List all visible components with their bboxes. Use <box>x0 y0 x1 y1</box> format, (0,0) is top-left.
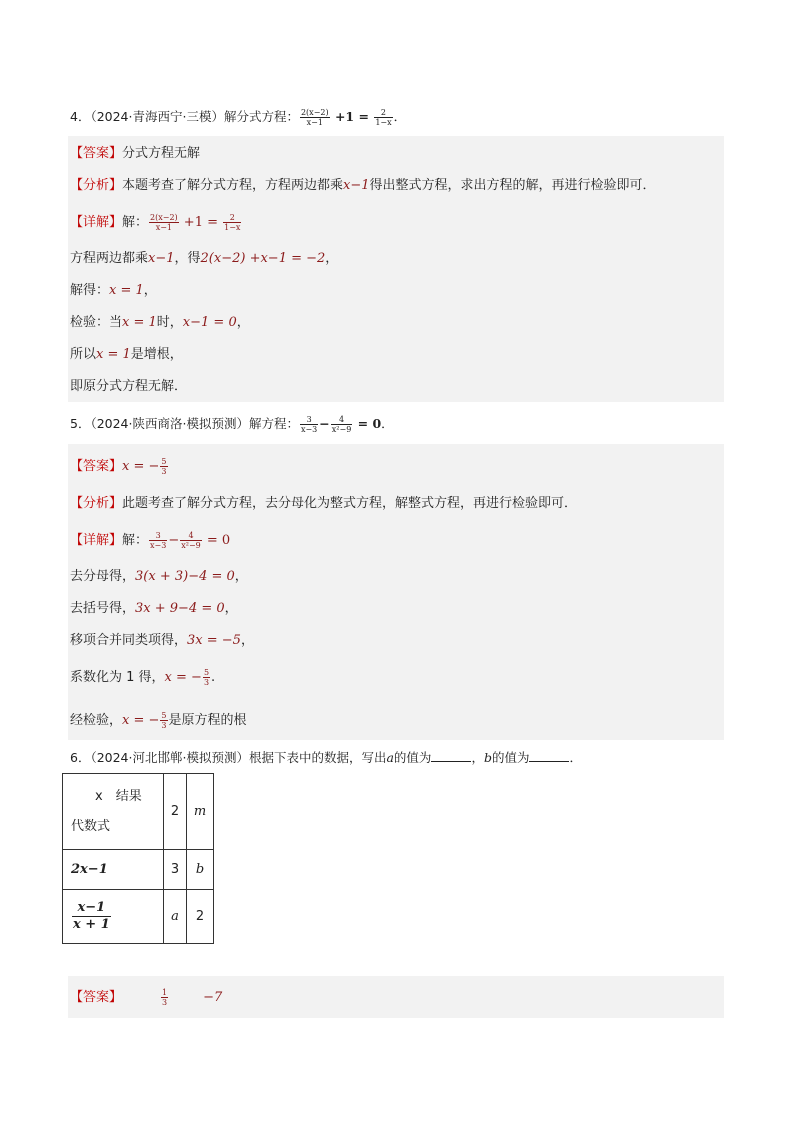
fraction: $\frac{2}{1-x}$ <box>224 213 241 232</box>
step-line: 检验：当x = 1时，x−1 = 0， <box>70 315 250 330</box>
fraction: $\frac{3}{x-3}$ <box>150 531 167 550</box>
fraction: $\frac{2(x-2)}{x-1}$ <box>300 108 329 127</box>
table-cell: a <box>164 890 187 944</box>
answer-line-q6: 【答案】 $\frac{1}{3}$ −7 <box>70 988 223 1007</box>
answer-line-q5: 【答案】x = − $\frac{5}{3}$ <box>70 457 167 476</box>
analysis-tag: 【分析】 <box>70 496 123 511</box>
fraction: $\frac{1}{3}$ <box>162 988 168 1007</box>
question-4-stem: 4．（2024·青海西宁·三模）解分式方程： $\frac{2(x-2)}{x-1}$ +1 = $\frac{2}{1-x}$ ． <box>70 108 407 127</box>
table-cell <box>63 890 164 944</box>
detail-line-q5: 【详解】解： $\frac{3}{x-3}$ − $\frac{4}{\text{x²−9}}$ = 0 <box>70 531 231 550</box>
answer-line-q4: 【答案】分式方程无解 <box>70 146 201 161</box>
fraction: $\frac{4}{\text{x²−9}}$ <box>181 531 201 550</box>
step-line: 经检验，x = − $\frac{5}{3}$ 是原方程的根 <box>70 711 247 730</box>
table-cell: m <box>187 774 214 850</box>
table-cell: 2x−1 <box>63 850 164 890</box>
detail-tag: 【详解】 <box>70 533 123 548</box>
data-table <box>62 773 214 944</box>
question-5-stem: 5．（2024·陕西商洛·模拟预测）解方程： $\frac{3}{x-3}$ − $\frac{4}{\text{x²−9}}$ = 0． <box>70 415 394 434</box>
fraction: $\frac{5}{3}$ <box>203 668 210 687</box>
answer-blank-a[interactable] <box>431 749 471 762</box>
step-line: 移项合并同类项得，3x = −5， <box>70 633 254 648</box>
fraction: $\frac{5}{3}$ <box>161 711 167 730</box>
fraction: $\frac{4}{\text{x²−9}}$ <box>331 415 352 434</box>
answer-tag: 【答案】 <box>70 990 123 1005</box>
diagonal-header-cell <box>63 774 164 850</box>
header-bottom: 代数式 <box>71 818 111 834</box>
answer-tag: 【答案】 <box>70 146 123 161</box>
analysis-tag: 【分析】 <box>70 178 123 193</box>
fraction: $\frac{3}{x-3}$ <box>300 415 318 434</box>
header-top: x 结果 <box>95 788 142 804</box>
step-line: 系数化为 1 得，x = − $\frac{5}{3}$ . <box>70 668 216 687</box>
fraction: $\frac{2}{1-x}$ <box>375 108 392 127</box>
table-cell: 2 <box>187 890 214 944</box>
table-cell: 3 <box>164 850 187 890</box>
step-line: 去分母得，3(x + 3)−4 = 0， <box>70 569 248 584</box>
solution-panel-q5 <box>68 444 724 740</box>
table-cell: b <box>187 850 214 890</box>
analysis-line-q5: 【分析】此题考查了解分式方程，去分母化为整式方程，解整式方程，再进行检验即可． <box>70 496 578 511</box>
step-line: 解得：x = 1， <box>70 283 157 298</box>
step-line: 即原分式方程无解． <box>70 379 188 394</box>
question-6-stem: 6．（2024·河北邯郸·模拟预测）根据下表中的数据，写出a的值为 ，b的值为 ． <box>70 750 582 765</box>
table-row <box>63 850 214 890</box>
table-row <box>63 774 214 850</box>
step-line: 所以x = 1是增根， <box>70 347 183 362</box>
answer-blank-b[interactable] <box>529 749 569 762</box>
fraction: $\frac{5}{3}$ <box>161 457 167 476</box>
table-cell: 2 <box>164 774 187 850</box>
detail-line-q4: 【详解】解： $\frac{2(x-2)}{x-1}$ +1 = $\frac{2}{1-x}$ <box>70 213 241 232</box>
detail-tag: 【详解】 <box>70 215 123 230</box>
analysis-line-q4: 【分析】本题考查了解分式方程，方程两边都乘x−1得出整式方程，求出方程的解，再进行检验即可． <box>70 178 656 193</box>
fraction: $\frac{2(x-2)}{x-1}$ <box>150 213 178 232</box>
step-line: 方程两边都乘x−1，得2(x−2) +x−1 = −2， <box>70 251 339 266</box>
table-row <box>63 890 214 944</box>
answer-tag: 【答案】 <box>70 459 123 474</box>
step-line: 去括号得，3x + 9−4 = 0， <box>70 601 238 616</box>
fraction: $\frac{x-1}{x + 1}$ <box>73 900 110 932</box>
